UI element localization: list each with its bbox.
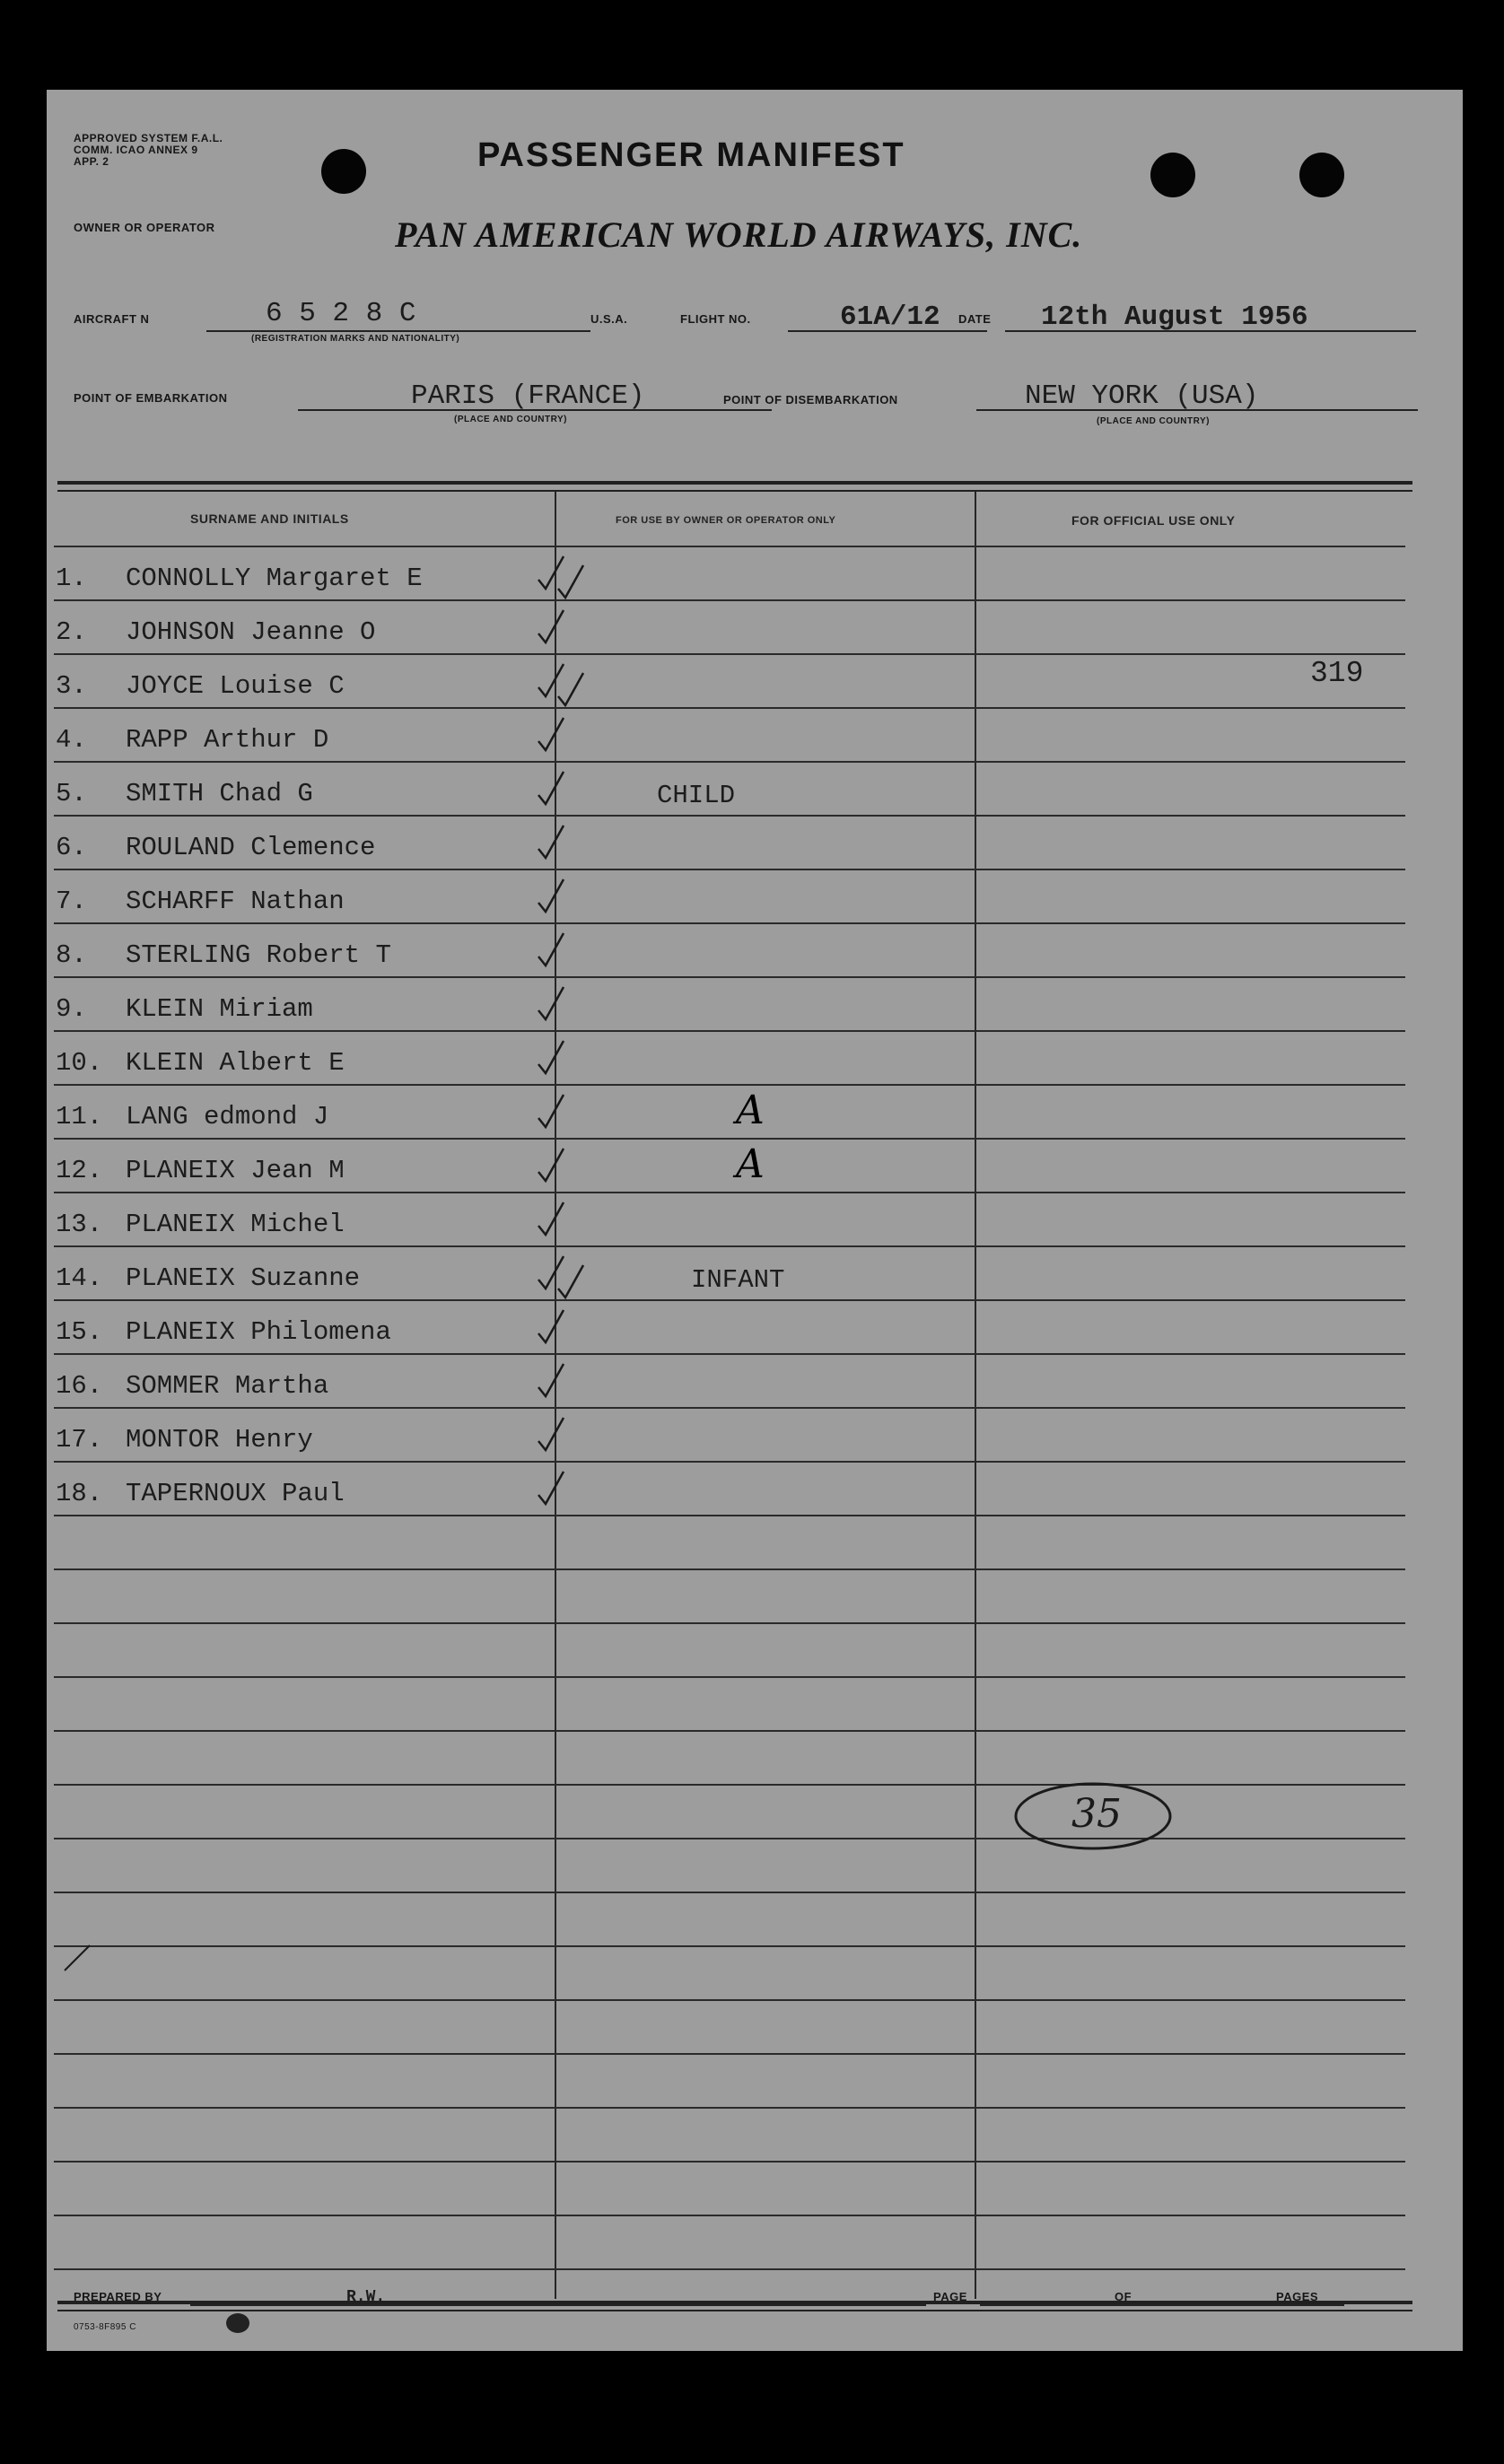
embark-label: POINT OF EMBARKATION (74, 391, 228, 405)
row-rule (54, 1515, 1405, 1516)
row-number: 7. (56, 887, 87, 916)
row-rule (54, 1138, 1405, 1140)
operator-note: A (736, 1141, 765, 1187)
check-mark (555, 562, 590, 605)
check-mark (535, 930, 571, 973)
row-rule (54, 1568, 1405, 1570)
aircraft-label: AIRCRAFT N (74, 312, 150, 326)
row-rule (54, 599, 1405, 601)
row-rule (54, 2161, 1405, 2163)
passenger-name: STERLING Robert T (126, 940, 391, 970)
embark-value: PARIS (FRANCE) (411, 380, 645, 412)
passenger-name: LANG edmond J (126, 1102, 329, 1132)
check-stroke (538, 987, 564, 1019)
airline-name: PAN AMERICAN WORLD AIRWAYS, INC. (395, 214, 1083, 255)
row-number: 4. (56, 725, 87, 755)
page-label: PAGE (933, 2290, 967, 2303)
flight-label: FLIGHT NO. (680, 312, 751, 326)
row-rule (54, 2268, 1405, 2270)
passenger-name: PLANEIX Jean M (126, 1156, 345, 1185)
punch-hole (321, 149, 366, 194)
passenger-name: PLANEIX Michel (126, 1210, 345, 1239)
initials: R.W. (346, 2288, 386, 2306)
check-stroke (538, 1149, 564, 1181)
approval-stamp: APPROVED SYSTEM F.A.L. COMM. ICAO ANNEX 9 APP. 2 (74, 132, 223, 168)
check-stroke (538, 1418, 564, 1450)
row-rule (54, 1892, 1405, 1893)
col-operator: FOR USE BY OWNER OR OPERATOR ONLY (616, 515, 836, 526)
passenger-name: RAPP Arthur D (126, 725, 329, 755)
check-stroke (538, 1095, 564, 1127)
disembark-label: POINT OF DISEMBARKATION (723, 393, 898, 406)
check-mark (535, 1306, 571, 1350)
check-mark (535, 714, 571, 757)
check-stroke (538, 826, 564, 858)
form-title: PASSENGER MANIFEST (477, 136, 905, 174)
row-number: 16. (56, 1371, 103, 1401)
row-number: 6. (56, 833, 87, 862)
check-mark (535, 607, 571, 650)
check-mark (535, 1360, 571, 1403)
row-rule (54, 1461, 1405, 1463)
check-mark (535, 1199, 571, 1242)
check-stroke (538, 879, 564, 912)
owner-label: OWNER OR OPERATOR (74, 221, 215, 234)
row-rule (54, 2053, 1405, 2055)
operator-note: CHILD (657, 781, 736, 810)
table-top-rule (57, 481, 1412, 485)
row-number: 10. (56, 1048, 103, 1078)
operator-note: INFANT (691, 1265, 785, 1295)
manifest-sheet (47, 90, 1463, 2351)
usa-label: U.S.A. (590, 312, 628, 326)
of-label: OF (1115, 2290, 1132, 2303)
union-bug-icon (226, 2313, 249, 2333)
row-number: 3. (56, 671, 87, 701)
passenger-name: SMITH Chad G (126, 779, 313, 808)
passenger-name: MONTOR Henry (126, 1425, 313, 1455)
table-top-rule (57, 490, 1412, 492)
check-stroke (538, 610, 564, 642)
passenger-name: PLANEIX Suzanne (126, 1263, 361, 1293)
row-number: 5. (56, 779, 87, 808)
check-stroke (538, 1364, 564, 1396)
check-stroke (538, 1310, 564, 1342)
check-mark (535, 1145, 571, 1188)
pages-label: PAGES (1276, 2290, 1319, 2303)
date-label: DATE (958, 312, 992, 326)
aircraft-value: 6 5 2 8 C (266, 298, 416, 329)
check-stroke (538, 772, 564, 804)
check-stroke (558, 1265, 583, 1298)
passenger-name: TAPERNOUX Paul (126, 1479, 345, 1508)
check-mark (535, 1414, 571, 1457)
row-number: 15. (56, 1317, 103, 1347)
row-rule (54, 815, 1405, 817)
punch-hole (1150, 153, 1195, 197)
row-rule (54, 1299, 1405, 1301)
row-rule (54, 2215, 1405, 2216)
check-stroke (538, 718, 564, 750)
row-number: 12. (56, 1156, 103, 1185)
passenger-name: PLANEIX Philomena (126, 1317, 391, 1347)
check-stroke (558, 565, 583, 598)
row-rule (54, 653, 1405, 655)
aircraft-line (206, 330, 590, 332)
check-mark (535, 1091, 571, 1134)
pen-stroke (61, 1940, 97, 1976)
check-mark (555, 669, 590, 712)
check-stroke (538, 1041, 564, 1073)
prepared-line (190, 2304, 926, 2306)
registration-caption: (REGISTRATION MARKS AND NATIONALITY) (251, 334, 460, 344)
embark-caption: (PLACE AND COUNTRY) (454, 415, 567, 424)
passenger-name: JOYCE Louise C (126, 671, 345, 701)
row-rule (54, 1784, 1405, 1786)
check-stroke (538, 1202, 564, 1235)
row-rule (54, 1622, 1405, 1624)
passenger-name: CONNOLLY Margaret E (126, 564, 423, 593)
row-rule (54, 1192, 1405, 1193)
row-rule (54, 1407, 1405, 1409)
check-stroke (538, 933, 564, 966)
row-rule (54, 761, 1405, 763)
row-rule (54, 1730, 1405, 1732)
row-rule (54, 546, 1405, 547)
check-mark (535, 1037, 571, 1080)
check-mark (535, 768, 571, 811)
check-mark (535, 822, 571, 865)
row-rule (54, 1245, 1405, 1247)
row-number: 13. (56, 1210, 103, 1239)
total-value: 35 (1071, 1791, 1122, 1837)
row-rule (54, 1030, 1405, 1032)
form-code: 0753-8F895 C (74, 2322, 136, 2332)
row-rule (54, 1676, 1405, 1678)
prepared-by: PREPARED BY (74, 2290, 162, 2303)
row-number: 14. (56, 1263, 103, 1293)
row-rule (54, 869, 1405, 870)
stroke-line (65, 1945, 90, 1970)
disembark-value: NEW YORK (USA) (1025, 380, 1259, 412)
row-rule (54, 922, 1405, 924)
row-rule (54, 1945, 1405, 1947)
check-mark (535, 1468, 571, 1511)
row-rule (54, 707, 1405, 709)
of-line (1147, 2304, 1344, 2306)
check-stroke (558, 673, 583, 705)
row-number: 2. (56, 617, 87, 647)
row-rule (54, 1838, 1405, 1839)
check-mark (555, 1262, 590, 1305)
check-stroke (538, 1472, 564, 1504)
punch-hole (1299, 153, 1344, 197)
check-mark (535, 983, 571, 1027)
date-value: 12th August 1956 (1041, 301, 1308, 333)
row-number: 9. (56, 994, 87, 1024)
row-rule (54, 1084, 1405, 1086)
operator-note: A (736, 1088, 765, 1133)
row-number: 8. (56, 940, 87, 970)
row-number: 1. (56, 564, 87, 593)
passenger-name: ROULAND Clemence (126, 833, 376, 862)
col-surname: SURNAME AND INITIALS (190, 511, 349, 526)
row-rule (54, 976, 1405, 978)
passenger-name: JOHNSON Jeanne O (126, 617, 376, 647)
row-number: 11. (56, 1102, 103, 1132)
column-divider (975, 492, 976, 2299)
passenger-name: KLEIN Albert E (126, 1048, 345, 1078)
row-rule (54, 1999, 1405, 2001)
passenger-name: SOMMER Martha (126, 1371, 329, 1401)
row-rule (54, 2107, 1405, 2109)
passenger-name: KLEIN Miriam (126, 994, 313, 1024)
flight-value: 61A/12 (840, 301, 940, 333)
footer-area (74, 2290, 1438, 2344)
row-number: 18. (56, 1479, 103, 1508)
row-number: 17. (56, 1425, 103, 1455)
disembark-caption: (PLACE AND COUNTRY) (1097, 416, 1210, 426)
col-official: FOR OFFICIAL USE ONLY (1071, 513, 1236, 528)
official-note: 319 (1310, 657, 1364, 690)
passenger-name: SCHARFF Nathan (126, 887, 345, 916)
check-mark (535, 876, 571, 919)
row-rule (54, 1353, 1405, 1355)
